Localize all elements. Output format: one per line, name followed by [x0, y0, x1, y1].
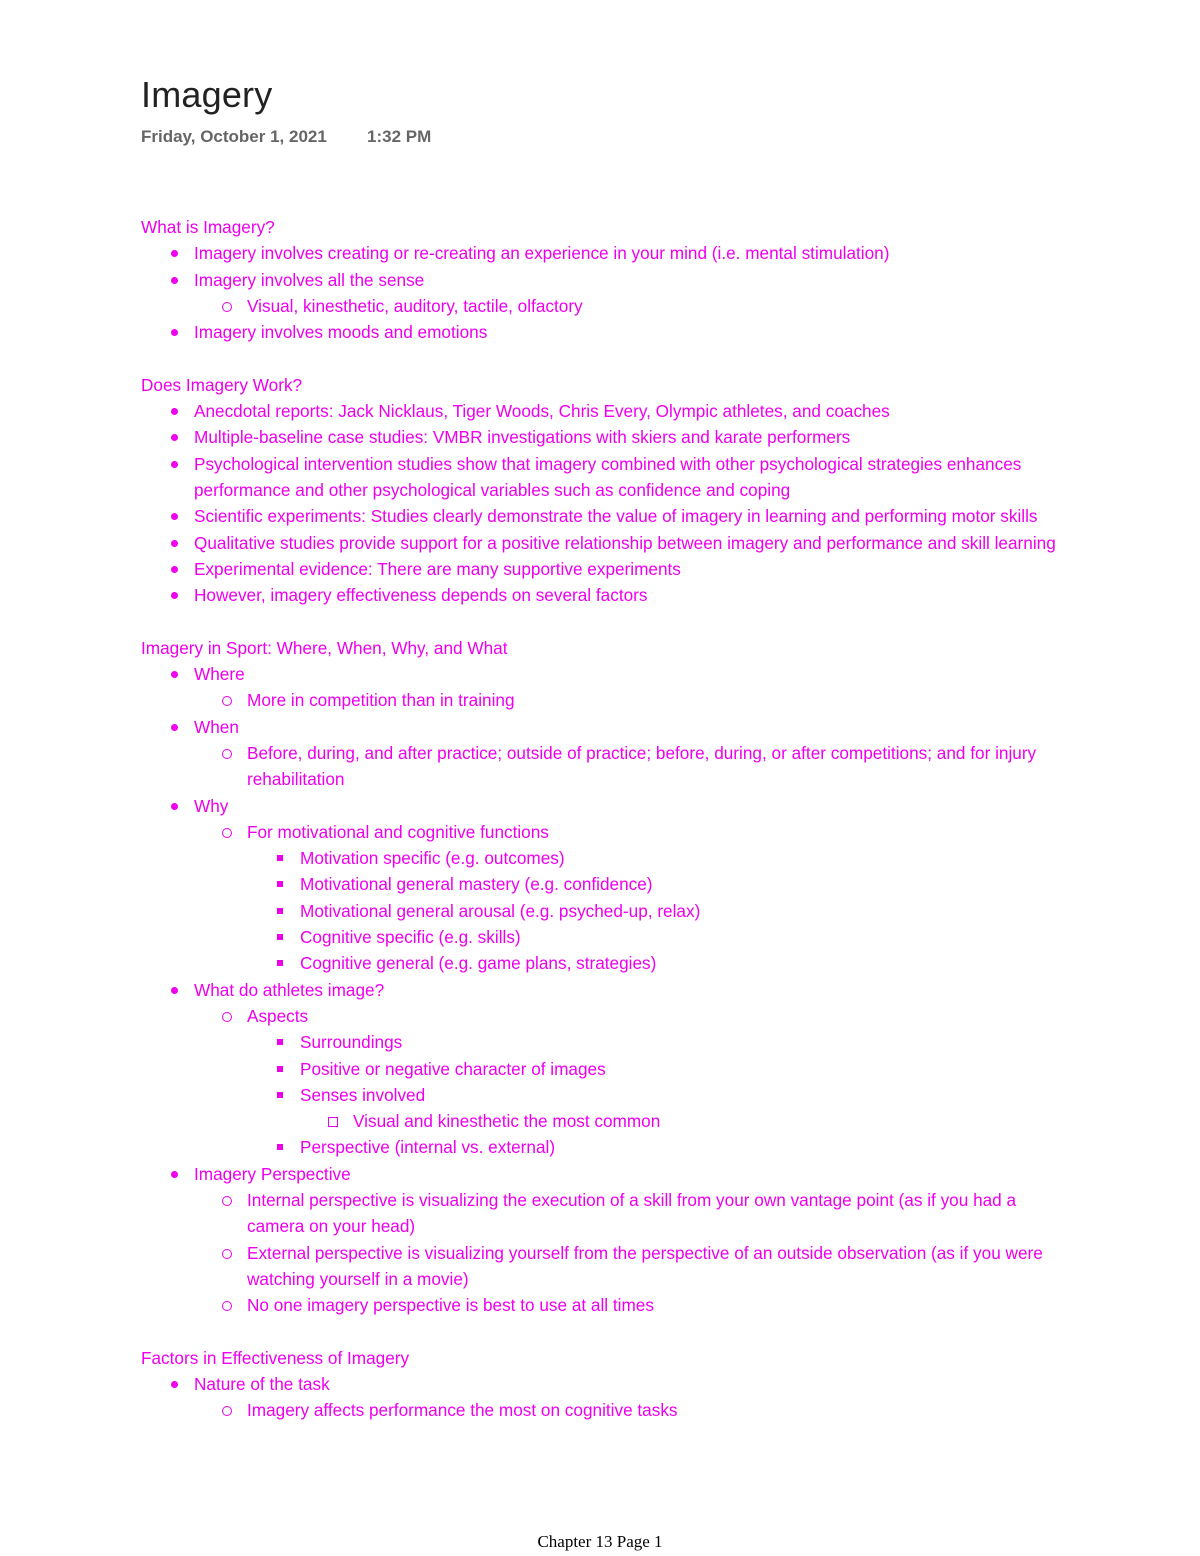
list-item [194, 1003, 1071, 1161]
bullet-list-level-1 [141, 1371, 1071, 1424]
list-item-text: Senses involved [300, 1084, 426, 1105]
bullet-square-icon [277, 881, 283, 887]
list-item [141, 582, 1071, 608]
bullet-list-level-2 [194, 1003, 1071, 1161]
list-item-text: Where [194, 664, 245, 685]
list-item-text: Internal perspective is visualizing the execution of a skill from your own vantage point (as if you had a camera on your head) [247, 1189, 1017, 1237]
list-item-text: Surroundings [300, 1032, 403, 1053]
list-item [194, 1397, 1071, 1423]
bullet-dot-icon [171, 408, 178, 415]
list-item-text: Psychological intervention studies show that imagery combined with other psychological strategies enhances performance and other psychological variables such as confidence and coping [194, 453, 1022, 500]
bullet-list-level-2 [194, 687, 1071, 713]
bullet-list-level-1 [141, 240, 1071, 345]
list-item-text: Perspective (internal vs. external) [300, 1137, 556, 1158]
section-heading: Imagery in Sport: Where, When, Why, and What [141, 637, 508, 658]
list-item-text: Nature of the task [194, 1374, 330, 1395]
list-item-text: Motivation specific (e.g. outcomes) [300, 848, 565, 869]
list-item-text: Positive or negative character of images [300, 1058, 606, 1079]
bullet-circle-icon [222, 1196, 232, 1206]
list-item-text: Imagery involves creating or re-creating an experience in your mind (i.e. mental stimulation) [194, 243, 890, 264]
bullet-dot-icon [171, 434, 178, 441]
bullet-square-icon [277, 960, 283, 966]
bullet-square-icon [277, 934, 283, 940]
bullet-circle-icon [222, 696, 232, 706]
list-item-text: When [194, 716, 239, 737]
bullet-circle-icon [222, 828, 232, 838]
list-item [247, 871, 1071, 897]
list-item [247, 1029, 1071, 1055]
list-item-text: Scientific experiments: Studies clearly demonstrate the value of imagery in learning and performing motor skills [194, 506, 1038, 527]
list-item [194, 1292, 1071, 1318]
list-item [141, 319, 1071, 345]
bullet-dot-icon [171, 513, 178, 520]
list-item-text: For motivational and cognitive functions [247, 821, 549, 842]
page-title: Imagery [141, 74, 273, 115]
section-heading: Does Imagery Work? [141, 374, 303, 395]
bullet-circle-icon [222, 1012, 232, 1022]
list-item [141, 1371, 1071, 1424]
list-item-text: Imagery involves moods and emotions [194, 322, 488, 343]
list-item-text: However, imagery effectiveness depends on several factors [194, 585, 648, 606]
list-item-text: Motivational general mastery (e.g. confidence) [300, 874, 653, 895]
note-time: 1:32 PM [367, 127, 432, 146]
bullet-list-level-3 [247, 1029, 1071, 1160]
bullet-dot-icon [171, 671, 178, 678]
bullet-dot-icon [171, 461, 178, 468]
list-item-text: Visual, kinesthetic, auditory, tactile, olfactory [247, 295, 583, 316]
list-item [300, 1108, 1071, 1134]
list-item-text: External perspective is visualizing yourself from the perspective of an outside observation (as if you were watching yourself in a movie) [247, 1242, 1043, 1289]
bullet-hollow-square-icon [328, 1117, 338, 1127]
list-item-text: Imagery affects performance the most on cognitive tasks [247, 1400, 678, 1421]
list-item-text: No one imagery perspective is best to use at all times [247, 1295, 654, 1316]
bullet-circle-icon [222, 1249, 232, 1259]
list-item-text: Anecdotal reports: Jack Nicklaus, Tiger Woods, Chris Every, Olympic athletes, and coaches [194, 401, 890, 422]
bullet-square-icon [277, 908, 283, 914]
bullet-circle-icon [222, 1406, 232, 1416]
list-item [247, 898, 1071, 924]
list-item-text: Imagery Perspective [194, 1163, 351, 1184]
list-item [141, 267, 1071, 320]
list-item [194, 740, 1071, 793]
bullet-square-icon [277, 855, 283, 861]
list-item-text: Aspects [247, 1005, 309, 1026]
list-item [194, 293, 1071, 319]
bullet-list-level-1 [141, 661, 1071, 1318]
list-item-text: What do athletes image? [194, 979, 385, 1000]
bullet-dot-icon [171, 1381, 178, 1388]
bullet-list-level-1 [141, 398, 1071, 608]
bullet-list-level-2 [194, 1397, 1071, 1423]
list-item [247, 924, 1071, 950]
list-item [247, 845, 1071, 871]
list-item [141, 714, 1071, 793]
list-item [141, 451, 1071, 504]
section-heading: What is Imagery? [141, 217, 275, 237]
bullet-list-level-2 [194, 819, 1071, 977]
bullet-dot-icon [171, 592, 178, 599]
list-item [194, 1187, 1071, 1240]
list-item-text: Cognitive general (e.g. game plans, strategies) [300, 953, 657, 974]
list-item [141, 977, 1071, 1161]
bullet-dot-icon [171, 1171, 178, 1178]
bullet-dot-icon [171, 724, 178, 731]
bullet-dot-icon [171, 566, 178, 573]
list-item-text: Why [194, 795, 229, 816]
bullet-list-level-3 [247, 845, 1071, 976]
list-item-text: Imagery involves all the sense [194, 269, 425, 290]
bullet-circle-icon [222, 302, 232, 312]
list-item [141, 424, 1071, 450]
bullet-circle-icon [222, 749, 232, 759]
bullet-dot-icon [171, 987, 178, 994]
list-item [247, 1056, 1071, 1082]
list-item-text: Multiple-baseline case studies: VMBR investigations with skiers and karate performers [194, 427, 851, 448]
note-date: Friday, October 1, 2021 [141, 127, 327, 146]
list-item [247, 1134, 1071, 1160]
list-item [247, 1082, 1071, 1135]
bullet-dot-icon [171, 803, 178, 810]
list-item [141, 503, 1071, 529]
section-heading: Factors in Effectiveness of Imagery [141, 1347, 410, 1368]
list-item-text: Experimental evidence: There are many supportive experiments [194, 558, 681, 579]
list-item-text: Qualitative studies provide support for a positive relationship between imagery and performance and skill learning [194, 532, 1056, 553]
bullet-dot-icon [171, 277, 178, 284]
bullet-square-icon [277, 1144, 283, 1150]
bullet-dot-icon [171, 250, 178, 257]
list-item [141, 556, 1071, 582]
list-item-text: Visual and kinesthetic the most common [353, 1111, 661, 1132]
page-footer: Chapter 13 Page 1 [537, 1532, 663, 1551]
list-item-text: Motivational general arousal (e.g. psyched-up, relax) [300, 900, 701, 921]
list-item [141, 240, 1071, 266]
note-body [141, 214, 1071, 1424]
bullet-dot-icon [171, 329, 178, 336]
bullet-circle-icon [222, 1301, 232, 1311]
bullet-dot-icon [171, 540, 178, 547]
bullet-square-icon [277, 1066, 283, 1072]
list-item-text: Cognitive specific (e.g. skills) [300, 927, 521, 948]
bullet-list-level-2 [194, 740, 1071, 793]
list-item [194, 819, 1071, 977]
bullet-list-level-2 [194, 293, 1071, 319]
list-item [141, 1161, 1071, 1319]
list-item-text: More in competition than in training [247, 690, 515, 711]
list-item [141, 793, 1071, 977]
bullet-list-level-4 [300, 1108, 1071, 1134]
list-item [141, 530, 1071, 556]
list-item [141, 398, 1071, 424]
bullet-square-icon [277, 1092, 283, 1098]
bullet-square-icon [277, 1039, 283, 1045]
list-item [194, 687, 1071, 713]
list-item [247, 950, 1071, 976]
bullet-list-level-2 [194, 1187, 1071, 1318]
list-item-text: Before, during, and after practice; outside of practice; before, during, or after competitions; and for injury rehabilitation [247, 742, 1037, 790]
list-item [141, 661, 1071, 714]
list-item [194, 1240, 1071, 1293]
